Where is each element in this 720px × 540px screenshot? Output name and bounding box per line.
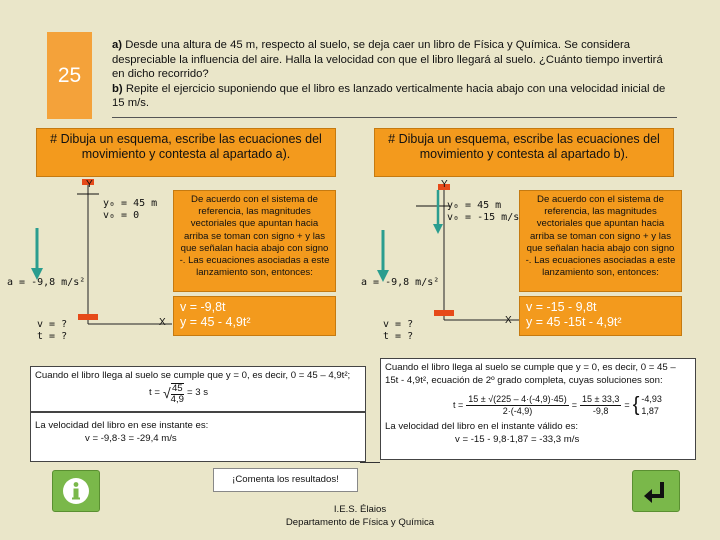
- right-ground-box: [380, 358, 696, 460]
- info-button[interactable]: [52, 470, 100, 512]
- part-a-label: a): [112, 39, 123, 51]
- left-eq-y: y = 45 - 4,9t²: [180, 315, 251, 329]
- right-formula-lhs: t =: [453, 399, 464, 410]
- left-formula-lhs: t =: [149, 387, 160, 399]
- left-ground-box: [30, 366, 366, 412]
- right-eq-y: y = 45 -15t - 4,9t²: [526, 315, 622, 329]
- right-formula-sol2: 1,87: [641, 406, 659, 416]
- left-v-unknown: v = ?: [37, 319, 68, 330]
- left-formula: [149, 383, 361, 405]
- right-formula-mid-num: 15 ± 33,3: [581, 393, 620, 404]
- part-b-text: Repite el ejercicio suponiendo que el libro es lanzado verticalmente hacia abajo con una velocidad inicial de 15 m/s.: [112, 82, 666, 109]
- left-ground-text: Cuando el libro llega al suelo se cumple que y = 0, es decir, 0 = 45 – 4,9t²;: [35, 370, 351, 381]
- header-divider: [112, 117, 677, 118]
- right-t-unknown: t = ?: [383, 331, 414, 342]
- right-formula-sol1: -4,93: [641, 394, 662, 404]
- back-button[interactable]: [632, 470, 680, 512]
- right-formula-den: 2·(-4,9): [502, 405, 533, 416]
- part-a-text: Desde una altura de 45 m, respecto al suelo, se deja caer un libro de Física y Química. Se considera despreciable la influencia del aire. Halla la velocidad con que el libro llegará al suelo. ¿Cuánto tiempo invertirá en dicho recorrido?: [112, 39, 663, 80]
- right-velocity-text: La velocidad del libro en el instante válido es:: [385, 421, 579, 432]
- left-formula-result: = 3 s: [186, 387, 209, 399]
- problem-statement: [112, 38, 677, 111]
- left-prompt: # Dibuja un esquema, escribe las ecuaciones del movimiento y contesta al apartado a).: [36, 128, 336, 177]
- left-velocity-text: La velocidad del libro en ese instante es:: [35, 420, 209, 431]
- right-equations: [519, 296, 682, 336]
- return-arrow-icon: [640, 476, 672, 506]
- right-eq-v: v = -15 - 9,8t: [526, 300, 597, 314]
- right-formula-mid-den: -9,8: [592, 405, 609, 416]
- left-description: De acuerdo con el sistema de referencia, las magnitudes vectoriales que apuntan hacia arriba se toman con signo + y las que señalan hacia abajo con signo -. Las ecuaciones asociadas a este lanzamiento son, entonces:: [173, 190, 336, 292]
- footer-department: Departamento de Física y Química: [285, 517, 435, 528]
- comment-results-button[interactable]: ¡Comenta los resultados!: [213, 468, 358, 492]
- left-eq-v: v = -9,8t: [180, 300, 226, 314]
- right-v-unknown: v = ?: [383, 319, 414, 330]
- right-y0: y₀ = 45 m: [447, 200, 502, 211]
- left-t-unknown: t = ?: [37, 331, 68, 342]
- left-v0: v₀ = 0: [103, 210, 140, 221]
- left-equations: [173, 296, 336, 336]
- sqrt-icon: √: [162, 385, 171, 402]
- left-velocity-box: [30, 412, 366, 462]
- left-velocity-calc: v = -9,8·3 = -29,4 m/s: [85, 432, 177, 444]
- right-v0: v₀ = -15 m/s: [447, 212, 520, 223]
- left-axis-y: Y: [86, 179, 93, 190]
- exercise-number: 25: [47, 32, 92, 119]
- left-y0: y₀ = 45 m: [103, 198, 158, 209]
- right-formula: t = $\frac{15 \pm √(225 - 4\cdot(-4,9)\cdot 45)}{2\cdot(-4,9)}$ = $\frac{15 \pm 33,3}{-9,8}$ = { -4,93 1,87: [453, 393, 662, 416]
- right-description: De acuerdo con el sistema de referencia, las magnitudes vectoriales que apuntan hacia arriba se toman con signo + y las que señalan hacia abajo con signo -. Las ecuaciones asociadas a este lanzamiento son, entonces:: [519, 190, 682, 292]
- info-icon: [61, 476, 91, 506]
- right-ground-text: Cuando el libro llega al suelo se cumple que y = 0, es decir, 0 = 45 – 15t - 4,9t², ecuación de 2º grado completa, cuyas soluciones son:: [385, 362, 676, 386]
- left-accel: a = -9,8 m/s²: [7, 277, 86, 288]
- left-axis-x: X: [159, 317, 166, 328]
- right-formula-num: 15 ± √(225 – 4·(-4,9)·45): [468, 393, 567, 404]
- right-axis-y: Y: [441, 179, 448, 190]
- footer-school: I.E.S. Élaios: [333, 504, 387, 515]
- connector-line: [360, 462, 380, 463]
- footer: [250, 503, 470, 529]
- right-axis-x: X: [505, 315, 512, 326]
- part-b-label: b): [112, 82, 123, 95]
- right-accel: a = -9,8 m/s²: [361, 277, 440, 288]
- left-formula-den: 4,9: [170, 393, 184, 405]
- right-prompt: # Dibuja un esquema, escribe las ecuaciones del movimiento y contesta al apartado b).: [374, 128, 674, 177]
- right-velocity-calc: v = -15 - 9,8·1,87 = -33,3 m/s: [455, 433, 580, 445]
- left-formula-num: 45: [171, 382, 183, 394]
